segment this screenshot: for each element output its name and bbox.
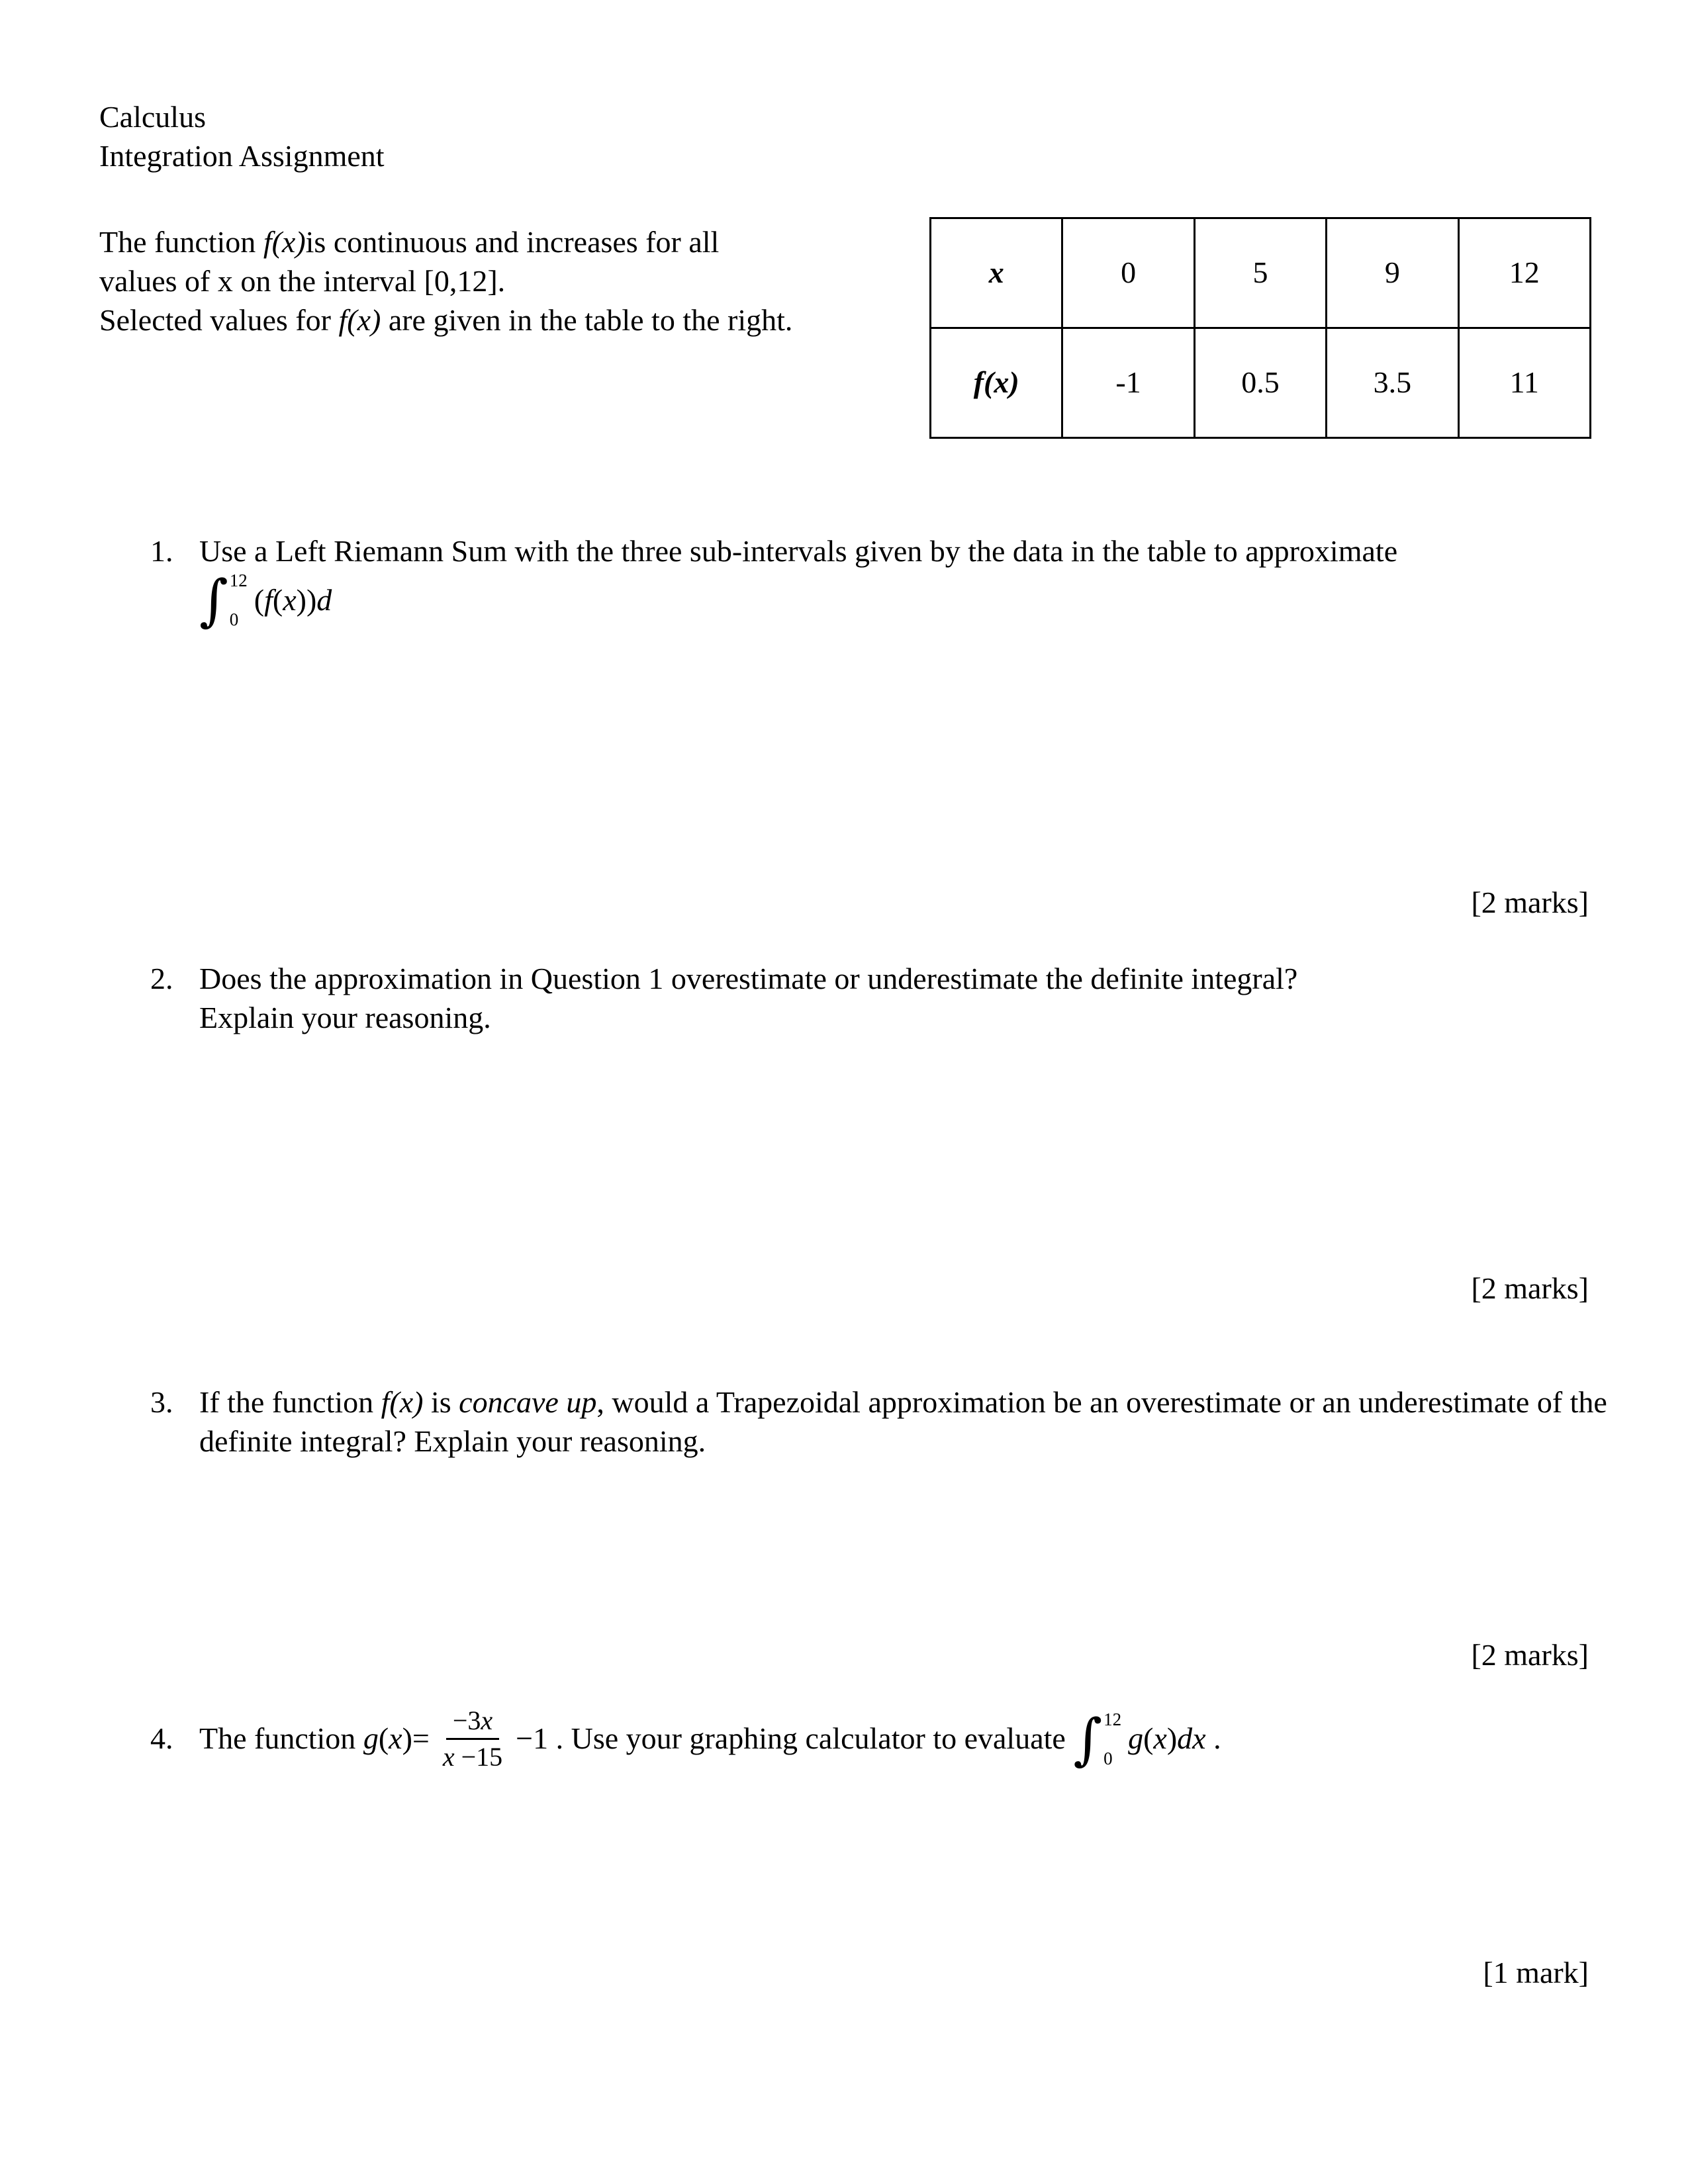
table-cell: -1: [1062, 328, 1194, 438]
question-2-line-2: Explain your reasoning.: [199, 1000, 491, 1034]
integral-upper-limit: 12: [1103, 1709, 1122, 1729]
page-header: [99, 98, 385, 176]
integral-expression: [199, 568, 332, 633]
question-1-number: 1.: [150, 534, 173, 568]
question-4-row: [150, 1706, 1221, 1772]
course-title: Calculus: [99, 100, 206, 134]
table-cell-x-label: x: [931, 218, 1062, 328]
integral-limits: [1103, 1711, 1121, 1768]
intro-line-2: values of x on the interval [0,12].: [99, 263, 506, 298]
integral-upper-limit: 12: [229, 570, 248, 590]
table-row-fx: [931, 328, 1591, 438]
fraction-numerator: −3x: [446, 1706, 499, 1740]
question-3-marks: [2 marks]: [1471, 1638, 1589, 1672]
table-cell: 0.5: [1194, 328, 1326, 438]
question-2-number: 2.: [150, 962, 173, 995]
integral-lower-limit: 0: [229, 610, 239, 629]
question-1-integral: [199, 564, 332, 637]
intro-line-1: The function f(x)is continuous and increases for all: [99, 225, 720, 259]
fraction-expression: [436, 1706, 509, 1772]
integral-expression: [1073, 1706, 1206, 1772]
table-row-x: [931, 218, 1591, 328]
intro-line-3: Selected values for f(x) are given in the table to the right.: [99, 302, 793, 337]
assignment-title: Integration Assignment: [99, 138, 385, 173]
table-cell: 0: [1062, 218, 1194, 328]
question-4-text-mid: −1 . Use your graphing calculator to evaluate: [516, 1721, 1074, 1756]
question-3-text: If the function f(x) is concave up, would a Trapezoidal approximation be an overestimate or an underestimate of the definite integral? Explain your reasoning.: [199, 1385, 1607, 1458]
integral-sign-icon: ∫: [199, 568, 228, 633]
question-4-text-post: .: [1205, 1721, 1221, 1756]
table-cell: 12: [1458, 218, 1590, 328]
table-cell: 3.5: [1327, 328, 1458, 438]
intro-paragraph: [99, 223, 973, 340]
question-2-marks: [2 marks]: [1471, 1271, 1589, 1305]
table-cell: 11: [1458, 328, 1590, 438]
integral-limits: [230, 572, 248, 629]
question-1-text: Use a Left Riemann Sum with the three sub-intervals given by the data in the table to approximate: [199, 534, 1398, 568]
question-4-marks: [1 mark]: [1483, 1956, 1589, 1989]
table-cell: 9: [1327, 218, 1458, 328]
values-table: [929, 217, 1591, 439]
table-cell-fx-label: f(x): [931, 328, 1062, 438]
question-4-number: 4.: [150, 1721, 173, 1756]
table-cell: 5: [1194, 218, 1326, 328]
question-2-text: [199, 960, 1642, 1038]
question-1-marks: [2 marks]: [1471, 886, 1589, 919]
fraction-denominator: x −15: [442, 1742, 503, 1772]
integrand: g(x)dx: [1128, 1721, 1206, 1756]
integrand: (f(x))d: [254, 582, 332, 617]
question-4-text-pre: The function g(x)=: [199, 1721, 430, 1756]
question-2-line-1: Does the approximation in Question 1 overestimate or underestimate the definite integral?: [199, 962, 1298, 995]
integral-sign-icon: ∫: [1073, 1706, 1103, 1772]
question-3-number: 3.: [150, 1385, 173, 1419]
integral-lower-limit: 0: [1103, 1748, 1113, 1768]
